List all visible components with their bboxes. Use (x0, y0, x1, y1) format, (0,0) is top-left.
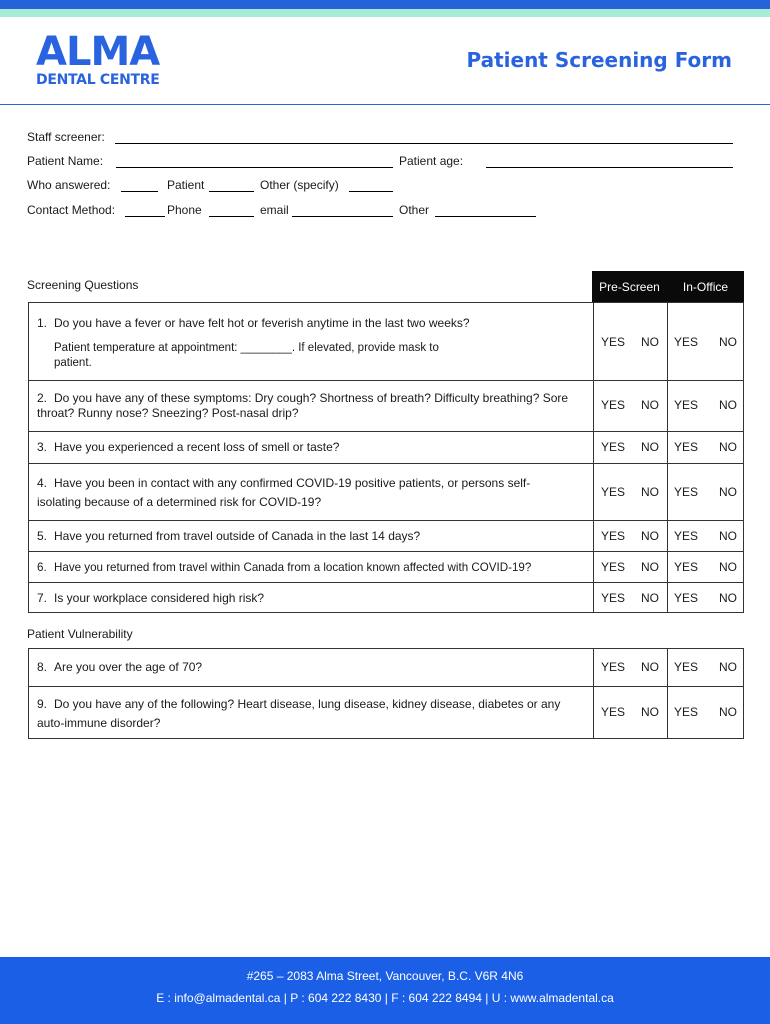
page-footer (0, 957, 770, 1024)
question-row-3 (29, 432, 743, 464)
patient-option-field[interactable] (209, 191, 254, 192)
who-answered-label: Who answered: (27, 178, 111, 192)
footer-contact: E : info@almadental.ca | P : 604 222 8430 | F : 604 222 8494 | U : www.almadental.ca (156, 991, 614, 1005)
temperature-note: Patient temperature at appointment: ________. If elevated, provide mask to patient. (54, 342, 439, 369)
inoffice-column-header: In-Office (667, 271, 744, 302)
other-specify-label: Other (specify) (260, 178, 339, 192)
prescreen-no-option[interactable]: NO (641, 560, 659, 574)
inoffice-yes-option[interactable]: YES (674, 591, 699, 605)
question-row-2 (29, 381, 743, 432)
staff-screener-field[interactable] (115, 143, 733, 144)
prescreen-yes-option[interactable]: YES (601, 705, 626, 719)
prescreen-no-option[interactable]: NO (641, 440, 659, 454)
inoffice-no-option[interactable]: NO (719, 485, 737, 499)
vulnerability-questions-table (28, 648, 744, 739)
prescreen-no-option[interactable]: NO (641, 660, 659, 674)
other-specify-field[interactable] (349, 191, 393, 192)
clinic-logo (36, 29, 160, 88)
prescreen-yes-option[interactable]: YES (601, 398, 626, 412)
inoffice-no-option[interactable]: NO (719, 660, 737, 674)
prescreen-yes-option[interactable]: YES (601, 335, 626, 349)
question-2-text: 2. Do you have any of these symptoms: Dry cough? Shortness of breath? Difficulty breathing? Sore throat? Runny nose? Sneezing? Post-nasal drip? (37, 391, 569, 420)
prescreen-yes-option[interactable]: YES (601, 591, 626, 605)
patient-name-field[interactable] (116, 167, 393, 168)
inoffice-no-option[interactable]: NO (719, 560, 737, 574)
logo-name: ALMA (36, 29, 160, 75)
inoffice-yes-option[interactable]: YES (674, 660, 699, 674)
screening-questions-table (28, 302, 744, 613)
inoffice-yes-option[interactable]: YES (674, 440, 699, 454)
patient-name-label: Patient Name: (27, 154, 104, 168)
prescreen-yes-option[interactable]: YES (601, 660, 626, 674)
prescreen-no-option[interactable]: NO (641, 529, 659, 543)
prescreen-no-option[interactable]: NO (641, 591, 659, 605)
inoffice-no-option[interactable]: NO (719, 705, 737, 719)
other-contact-label: Other (399, 203, 430, 217)
question-row-9 (29, 687, 743, 739)
prescreen-yes-option[interactable]: YES (601, 529, 626, 543)
header-divider (0, 104, 770, 105)
question-6-text: 6. Have you returned from travel within Canada from a location known affected with COVID-19? (37, 561, 532, 574)
contact-method-field[interactable] (125, 216, 165, 217)
footer-address: #265 – 2083 Alma Street, Vancouver, B.C. V6R 4N6 (246, 969, 524, 983)
inoffice-no-option[interactable]: NO (719, 335, 737, 349)
question-5-text: 5. Have you returned from travel outside of Canada in the last 14 days? (37, 529, 421, 543)
question-row-7 (29, 583, 743, 613)
question-7-text: 7. Is your workplace considered high risk? (37, 591, 265, 605)
prescreen-no-option[interactable]: NO (641, 398, 659, 412)
question-1-text: 1. Do you have a fever or have felt hot or feverish anytime in the last two weeks? Patient temperature at appointment: ________. If elevated, provide mask to patient. (37, 316, 477, 371)
patient-option-label: Patient (167, 178, 205, 192)
prescreen-yes-option[interactable]: YES (601, 440, 626, 454)
email-label: email (260, 203, 289, 217)
top-accent-stripe (0, 9, 770, 17)
screening-questions-heading: Screening Questions (27, 278, 139, 292)
patient-vulnerability-heading: Patient Vulnerability (27, 627, 133, 641)
question-row-4 (29, 464, 743, 521)
phone-field[interactable] (209, 216, 254, 217)
prescreen-no-option[interactable]: NO (641, 705, 659, 719)
phone-label: Phone (167, 203, 202, 217)
inoffice-yes-option[interactable]: YES (674, 529, 699, 543)
top-accent-bar (0, 0, 770, 9)
question-row-8 (29, 649, 743, 687)
question-row-6 (29, 552, 743, 583)
prescreen-no-option[interactable]: NO (641, 335, 659, 349)
prescreen-no-option[interactable]: NO (641, 485, 659, 499)
who-answered-field[interactable] (121, 191, 158, 192)
inoffice-no-option[interactable]: NO (719, 529, 737, 543)
question-8-text: 8. Are you over the age of 70? (37, 660, 203, 674)
inoffice-no-option[interactable]: NO (719, 440, 737, 454)
staff-screener-label: Staff screener: (27, 130, 105, 144)
patient-age-field[interactable] (486, 167, 733, 168)
prescreen-yes-option[interactable]: YES (601, 485, 626, 499)
contact-method-label: Contact Method: (27, 203, 116, 217)
logo-subname: DENTAL CENTRE (36, 72, 160, 88)
inoffice-no-option[interactable]: NO (719, 398, 737, 412)
question-4-text: 4. Have you been in contact with any confirmed COVID-19 positive patients, or persons self-isolating because of a determined risk for COVID-19? (37, 476, 531, 509)
question-row-1 (29, 303, 743, 381)
inoffice-yes-option[interactable]: YES (674, 335, 699, 349)
inoffice-yes-option[interactable]: YES (674, 705, 699, 719)
inoffice-no-option[interactable]: NO (719, 591, 737, 605)
question-3-text: 3. Have you experienced a recent loss of smell or taste? (37, 440, 340, 454)
inoffice-yes-option[interactable]: YES (674, 560, 699, 574)
prescreen-column-header: Pre-Screen (592, 271, 667, 302)
email-field[interactable] (292, 216, 393, 217)
inoffice-yes-option[interactable]: YES (674, 485, 699, 499)
page-title: Patient Screening Form (466, 48, 732, 72)
patient-age-label: Patient age: (399, 154, 464, 168)
other-contact-field[interactable] (435, 216, 536, 217)
inoffice-yes-option[interactable]: YES (674, 398, 699, 412)
question-row-5 (29, 521, 743, 552)
prescreen-yes-option[interactable]: YES (601, 560, 626, 574)
question-9-text: 9. Do you have any of the following? Heart disease, lung disease, kidney disease, diabetes or any auto-immune disorder? (37, 697, 561, 730)
